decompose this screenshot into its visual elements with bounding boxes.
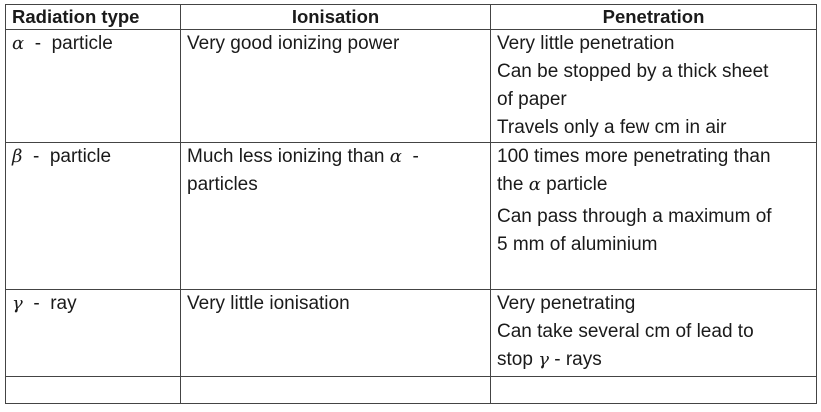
ionisation-cell [181, 30, 491, 143]
header-row [6, 5, 817, 30]
penetration-text-part: - rays [548, 349, 602, 370]
beta-symbol: β [12, 146, 23, 167]
radiation-type-cell [6, 143, 181, 290]
penetration-line: of paper [497, 89, 567, 110]
ionisation-cell [181, 290, 491, 377]
penetration-text-part: stop [497, 349, 539, 370]
penetration-line: Travels only a few cm in air [497, 117, 727, 138]
radiation-type-cell [6, 290, 181, 377]
alpha-symbol: α [528, 174, 541, 195]
penetration-cell [491, 143, 817, 290]
penetration-line: Very penetrating [497, 293, 636, 314]
penetration-line: Can be stopped by a thick sheet [497, 61, 769, 82]
type-suffix: - particle [22, 146, 112, 167]
alpha-symbol: α [389, 146, 402, 167]
penetration-cell [491, 30, 817, 143]
table-row [6, 290, 817, 377]
penetration-text-part: the [497, 174, 529, 195]
header-radiation-type: Radiation type [6, 5, 181, 30]
penetration-line: 5 mm of aluminium [497, 234, 658, 255]
gamma-symbol: γ [538, 349, 549, 370]
header-penetration: Penetration [491, 5, 817, 30]
penetration-text-part: particle [540, 174, 608, 195]
table-row-empty [6, 377, 817, 404]
table-row [6, 143, 817, 290]
radiation-table [5, 4, 817, 404]
table-row [6, 30, 817, 143]
empty-cell [491, 377, 817, 404]
ionisation-cell [181, 143, 491, 290]
penetration-line [497, 346, 810, 374]
ionisation-text: Very little ionisation [187, 293, 350, 314]
radiation-type-cell [6, 30, 181, 143]
ionisation-text-part: - [401, 146, 419, 167]
type-suffix: - particle [24, 33, 113, 54]
penetration-line: Can take several cm of lead to [497, 321, 754, 342]
penetration-cell [491, 290, 817, 377]
empty-cell [181, 377, 491, 404]
penetration-line [497, 171, 810, 199]
header-ionisation: Ionisation [181, 5, 491, 30]
empty-cell [6, 377, 181, 404]
penetration-line: Can pass through a maximum of [497, 206, 772, 227]
penetration-line: 100 times more penetrating than [497, 146, 771, 167]
ionisation-text: Very good ionizing power [187, 33, 400, 54]
type-suffix: - ray [22, 293, 77, 314]
ionisation-text [187, 143, 484, 171]
alpha-symbol: α [12, 33, 25, 54]
gamma-symbol: γ [12, 293, 23, 314]
ionisation-text: particles [187, 174, 258, 195]
ionisation-text-part: Much less ionizing than [187, 146, 390, 167]
penetration-line: Very little penetration [497, 33, 675, 54]
